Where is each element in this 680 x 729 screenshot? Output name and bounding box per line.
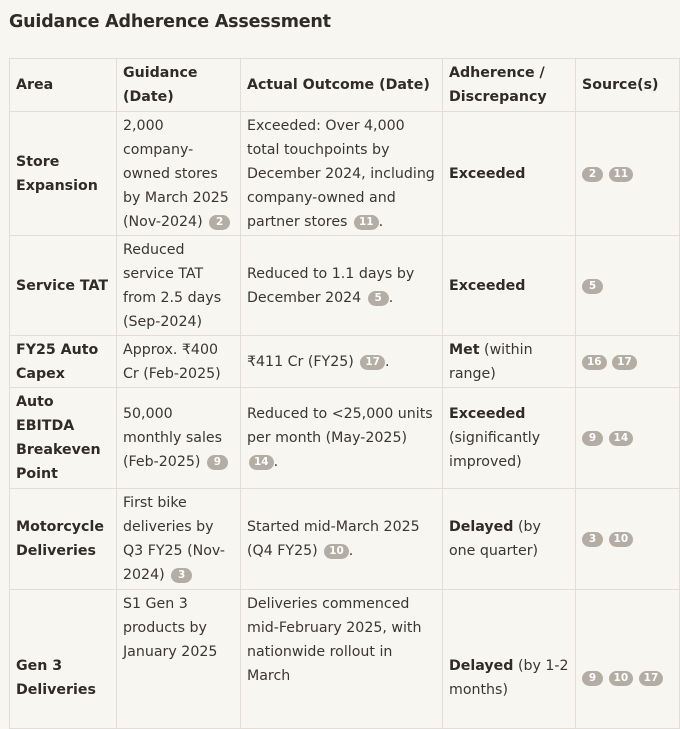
guidance-text: 50,000 monthly sales (Feb-2025) bbox=[123, 406, 223, 470]
adherence-note: (by one quarter) bbox=[449, 519, 541, 559]
adherence-status: Exceeded bbox=[449, 406, 526, 422]
area-label: Gen 3 Deliveries bbox=[16, 658, 96, 698]
header-sources: Source(s) bbox=[576, 59, 680, 112]
header-area: Area bbox=[10, 59, 117, 112]
area-label: Motorcycle Deliveries bbox=[16, 519, 104, 559]
source-badge[interactable]: 5 bbox=[368, 291, 389, 306]
cell-guidance bbox=[117, 336, 241, 388]
cell-guidance bbox=[117, 388, 241, 489]
actual-suffix: . bbox=[388, 289, 394, 306]
cell-actual-outcome bbox=[241, 336, 443, 388]
adherence-status: Met bbox=[449, 341, 480, 358]
source-badge[interactable]: 9 bbox=[582, 671, 603, 686]
cell-guidance bbox=[117, 590, 241, 729]
cell-guidance bbox=[117, 236, 241, 336]
source-badge[interactable]: 10 bbox=[609, 532, 634, 547]
guidance-text: Reduced service TAT from 2.5 days (Sep-2024) bbox=[123, 241, 222, 330]
adherence-note: (by 1-2 months) bbox=[449, 658, 569, 698]
guidance-text: Approx. ₹400 Cr (Feb-2025) bbox=[123, 341, 221, 382]
cell-area bbox=[10, 336, 117, 388]
source-badge[interactable]: 11 bbox=[354, 215, 379, 230]
actual-text: Started mid-March 2025 (Q4 FY25) bbox=[247, 519, 420, 559]
source-badge[interactable]: 14 bbox=[249, 455, 274, 470]
adherence-status: Delayed bbox=[449, 658, 514, 674]
guidance-text: S1 Gen 3 products by January 2025 bbox=[123, 596, 218, 660]
actual-suffix: . bbox=[348, 543, 354, 559]
source-badge[interactable]: 2 bbox=[582, 167, 603, 182]
source-badge[interactable]: 5 bbox=[582, 279, 603, 294]
cell-area bbox=[10, 489, 117, 590]
source-badge[interactable]: 10 bbox=[324, 544, 349, 559]
cell-area bbox=[10, 112, 117, 236]
cell-adherence bbox=[443, 112, 576, 236]
area-label: Service TAT bbox=[16, 277, 109, 294]
source-badge[interactable]: 17 bbox=[612, 355, 637, 370]
actual-text: Reduced to 1.1 days by December 2024 bbox=[247, 265, 415, 306]
adherence-status: Exceeded bbox=[449, 277, 526, 294]
source-badge[interactable]: 11 bbox=[609, 167, 634, 182]
table-row bbox=[10, 590, 680, 729]
cell-adherence bbox=[443, 236, 576, 336]
guidance-table bbox=[9, 58, 680, 729]
cell-area bbox=[10, 236, 117, 336]
actual-suffix: . bbox=[384, 353, 390, 370]
cell-actual-outcome bbox=[241, 236, 443, 336]
area-label: Store Expansion bbox=[16, 153, 98, 194]
area-label: FY25 Auto Capex bbox=[16, 341, 99, 382]
cell-guidance bbox=[117, 112, 241, 236]
header-guidance: Guidance (Date) bbox=[117, 59, 241, 112]
guidance-text: 2,000 company-owned stores by March 2025 (Nov-2024) bbox=[123, 117, 229, 230]
cell-sources bbox=[576, 112, 680, 236]
cell-adherence bbox=[443, 590, 576, 729]
guidance-text: First bike deliveries by Q3 FY25 (Nov-2024) bbox=[123, 495, 226, 583]
source-badge[interactable]: 9 bbox=[207, 455, 228, 470]
table-row bbox=[10, 236, 680, 336]
cell-guidance bbox=[117, 489, 241, 590]
actual-text: Exceeded: Over 4,000 total touchpoints by December 2024, including company-owned and partner stores bbox=[247, 117, 435, 230]
table-row bbox=[10, 112, 680, 236]
table-header-row bbox=[10, 59, 680, 112]
area-label: Auto EBITDA Breakeven Point bbox=[16, 394, 101, 482]
cell-actual-outcome bbox=[241, 489, 443, 590]
source-badge[interactable]: 14 bbox=[609, 431, 634, 446]
source-badge[interactable]: 16 bbox=[582, 355, 607, 370]
source-badge[interactable]: 10 bbox=[609, 671, 634, 686]
source-badge[interactable]: 17 bbox=[360, 355, 385, 370]
cell-adherence bbox=[443, 388, 576, 489]
cell-adherence bbox=[443, 489, 576, 590]
table-row bbox=[10, 489, 680, 590]
cell-actual-outcome bbox=[241, 112, 443, 236]
cell-sources bbox=[576, 388, 680, 489]
actual-suffix: . bbox=[273, 454, 279, 470]
table-row bbox=[10, 388, 680, 489]
cell-sources bbox=[576, 336, 680, 388]
cell-sources bbox=[576, 489, 680, 590]
source-badge[interactable]: 3 bbox=[171, 568, 192, 583]
table-row bbox=[10, 336, 680, 388]
adherence-status: Delayed bbox=[449, 519, 514, 535]
cell-area bbox=[10, 590, 117, 729]
adherence-status: Exceeded bbox=[449, 165, 526, 182]
cell-actual-outcome bbox=[241, 590, 443, 729]
source-badge[interactable]: 3 bbox=[582, 532, 603, 547]
source-badge[interactable]: 2 bbox=[209, 215, 230, 230]
cell-adherence bbox=[443, 336, 576, 388]
cell-area bbox=[10, 388, 117, 489]
source-badge[interactable]: 17 bbox=[639, 671, 664, 686]
source-badge[interactable]: 9 bbox=[582, 431, 603, 446]
cell-sources bbox=[576, 590, 680, 729]
adherence-note: (within range) bbox=[449, 341, 533, 382]
cell-sources bbox=[576, 236, 680, 336]
header-actual-outcome: Actual Outcome (Date) bbox=[241, 59, 443, 112]
actual-text: Reduced to <25,000 units per month (May-2025) bbox=[247, 406, 433, 446]
actual-text: Deliveries commenced mid-February 2025, with nationwide rollout in March bbox=[247, 596, 422, 684]
actual-text: ₹411 Cr (FY25) bbox=[247, 353, 354, 370]
cell-actual-outcome bbox=[241, 388, 443, 489]
actual-suffix: . bbox=[378, 213, 384, 230]
header-adherence: Adherence / Discrepancy bbox=[443, 59, 576, 112]
adherence-note: (significantly improved) bbox=[449, 430, 541, 470]
page-title: Guidance Adherence Assessment bbox=[9, 12, 331, 32]
